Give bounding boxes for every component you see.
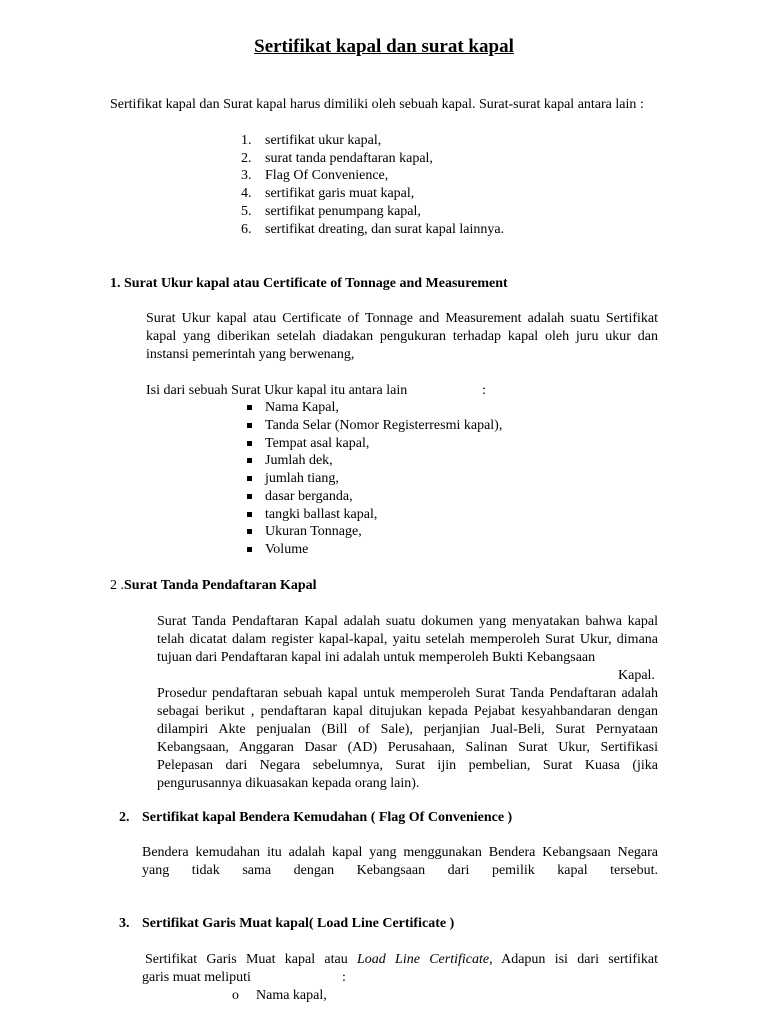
- list-lead: garis muat meliputi: [142, 970, 251, 985]
- list-text: sertifikat penumpang kapal,: [265, 204, 421, 219]
- list-number: 5.: [241, 204, 252, 219]
- bullet-square-icon: [247, 423, 252, 428]
- page-title: Sertifikat kapal dan surat kapal: [254, 36, 514, 57]
- list-item: Nama kapal,: [256, 988, 327, 1003]
- bullet-square-icon: [247, 476, 252, 481]
- section-title: Surat Tanda Pendaftaran Kapal: [124, 578, 317, 593]
- list-item: tangki ballast kapal,: [265, 507, 378, 522]
- circle-bullet-icon: o: [232, 988, 239, 1003]
- list-number: 4.: [241, 186, 252, 201]
- list-item: Nama Kapal,: [265, 400, 339, 415]
- section-paragraph: Bendera kemudahan itu adalah kapal yang menggunakan Bendera Kebangsaan Negara yang tidak sama dengan Kebangsaan dari pemilik kapal tersebut.: [142, 845, 658, 878]
- list-lead: Isi dari sebuah Surat Ukur kapal itu antara lain: [146, 383, 408, 398]
- list-item: [241, 150, 433, 168]
- list-item: Tanda Selar (Nomor Registerresmi kapal),: [265, 418, 503, 433]
- list-item: Jumlah dek,: [265, 453, 333, 468]
- list-item: [241, 221, 505, 239]
- paragraph-text: Sertifikat Garis Muat kapal atau: [145, 952, 357, 967]
- bullet-square-icon: [247, 529, 252, 534]
- list-item: [241, 185, 415, 203]
- bullet-square-icon: [247, 405, 252, 410]
- list-item: jumlah tiang,: [265, 471, 339, 486]
- section-number: 2.: [119, 810, 130, 825]
- list-item: Tempat asal kapal,: [265, 436, 370, 451]
- list-number: 3.: [241, 168, 252, 183]
- list-text: sertifikat ukur kapal,: [265, 133, 382, 148]
- bullet-square-icon: [247, 512, 252, 517]
- bullet-square-icon: [247, 441, 252, 446]
- paragraph-end-word: Kapal.: [618, 668, 655, 683]
- list-lead-colon: :: [342, 970, 346, 985]
- section-paragraph: [145, 951, 658, 969]
- section-heading: [110, 577, 317, 595]
- list-item: [241, 132, 382, 150]
- section-paragraph: Prosedur pendaftaran sebuah kapal untuk memperoleh Surat Tanda Pendaftaran adalah sebagai berikut , pendaftaran kapal ditujukan kepada Pejabat kesyahbandaran dengan dilampiri Akte penjualan (Bill of Sale), perjanjian Jual-Beli, Surat Pernyataan Kebangsaan, Anggaran Dasar (AD) Perusahaan, Salinan Surat Ukur, Sertifikasi Pelepasan dari Negara sebelumnya, Surat ijin pembelian, Surat Kuasa (jika pengurusannya dikuasakan kepada orang lain).: [157, 686, 658, 791]
- list-text: sertifikat dreating, dan surat kapal lainnya.: [265, 222, 505, 237]
- list-item: Ukuran Tonnage,: [265, 524, 362, 539]
- list-number: 2.: [241, 151, 252, 166]
- list-text: sertifikat garis muat kapal,: [265, 186, 415, 201]
- paragraph-text: , Adapun isi dari sertifikat: [489, 952, 658, 967]
- section-paragraph: Surat Ukur kapal atau Certificate of Tonnage and Measurement adalah suatu Sertifikat kapal yang diberikan setelah diadakan pengukuran terhadap kapal oleh juru ukur dan instansi pemerintah yang berwenang,: [146, 311, 658, 362]
- list-item: [241, 167, 389, 185]
- section-heading: 1. Surat Ukur kapal atau Certificate of Tonnage and Measurement: [110, 276, 508, 291]
- paragraph-italic-term: Load Line Certificate: [356, 952, 490, 967]
- section-number: 2 .: [110, 578, 124, 593]
- section-number: 3.: [119, 916, 130, 931]
- bullet-square-icon: [247, 547, 252, 552]
- list-text: surat tanda pendaftaran kapal,: [265, 151, 433, 166]
- section-paragraph: Surat Tanda Pendaftaran Kapal adalah suatu dokumen yang menyatakan bahwa kapal telah dicatat dalam register kapal-kapal, yaitu setelah memperoleh Surat Ukur, dimana tujuan dari Pendaftaran kapal ini adalah untuk memperoleh Bukti Kebangsaan: [157, 614, 658, 665]
- list-number: 1.: [241, 133, 252, 148]
- bullet-square-icon: [247, 458, 252, 463]
- list-number: 6.: [241, 222, 252, 237]
- list-item: dasar berganda,: [265, 489, 353, 504]
- section-heading: Sertifikat Garis Muat kapal( Load Line Certificate ): [142, 916, 455, 931]
- list-text: Flag Of Convenience,: [265, 168, 389, 183]
- section-heading: Sertifikat kapal Bendera Kemudahan ( Flag Of Convenience ): [142, 810, 513, 825]
- intro-paragraph: Sertifikat kapal dan Surat kapal harus dimiliki oleh sebuah kapal. Surat-surat kapal antara lain :: [110, 97, 644, 112]
- list-item: Volume: [265, 542, 309, 557]
- list-lead-colon: :: [482, 383, 486, 398]
- bullet-square-icon: [247, 494, 252, 499]
- list-item: [241, 203, 421, 221]
